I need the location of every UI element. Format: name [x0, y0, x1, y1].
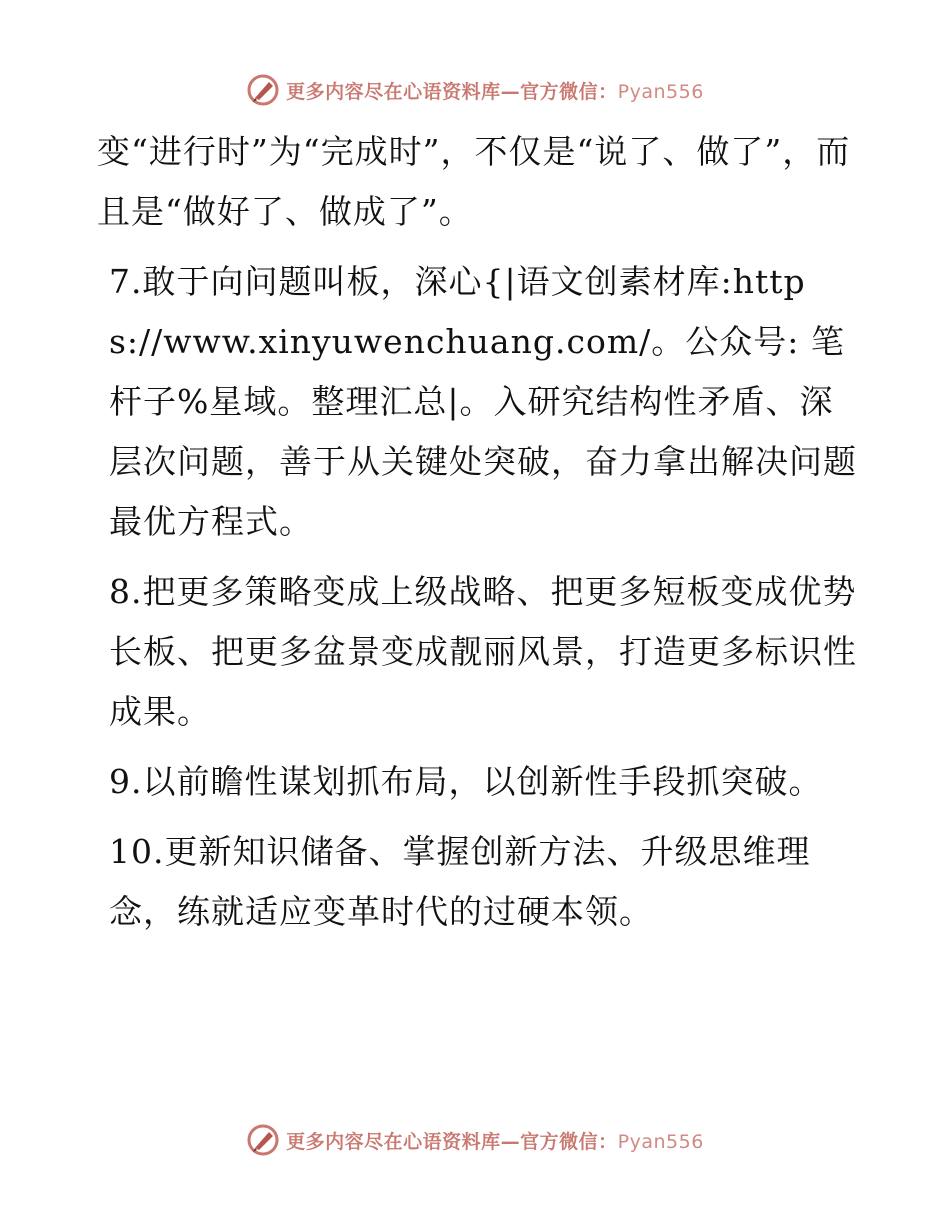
pen-seal-icon	[246, 73, 280, 107]
paragraph-item-8: 8.把更多策略变成上级战略、把更多短板变成优势长板、把更多盆景变成靓丽风景，打造更多标识性成果。	[109, 572, 857, 731]
footer-banner-text: 更多内容尽在心语资料库—官方微信：Pyan556	[286, 1130, 704, 1153]
paragraph-continuation: 变“进行时”为“完成时”，不仅是“说了、做了”，而且是“做好了、做成了”。	[97, 132, 851, 231]
pen-seal-icon	[246, 1123, 280, 1157]
header-banner	[0, 70, 950, 110]
paragraph-item-9: 9.以前瞻性谋划抓布局，以创新性手段抓突破。	[109, 762, 823, 801]
paragraph-item-10: 10.更新知识储备、掌握创新方法、升级思维理念，练就适应变革时代的过硬本领。	[109, 832, 811, 931]
footer-wechat-account: Pyan556	[617, 1130, 704, 1153]
header-banner-text: 更多内容尽在心语资料库—官方微信：Pyan556	[286, 80, 704, 103]
footer-banner	[0, 1120, 950, 1160]
paragraph-item-7: 7.敢于向问题叫板，深心{|语文创素材库:https://www.xinyuwenchuang.com/。公众号: 笔杆子%星域。整理汇总|。入研究结构性矛盾、深层次问题，善于从关键处突破，奋力拿出解决问题最优方程式。	[109, 262, 857, 541]
header-wechat-account: Pyan556	[617, 80, 704, 103]
document-body	[97, 122, 857, 942]
